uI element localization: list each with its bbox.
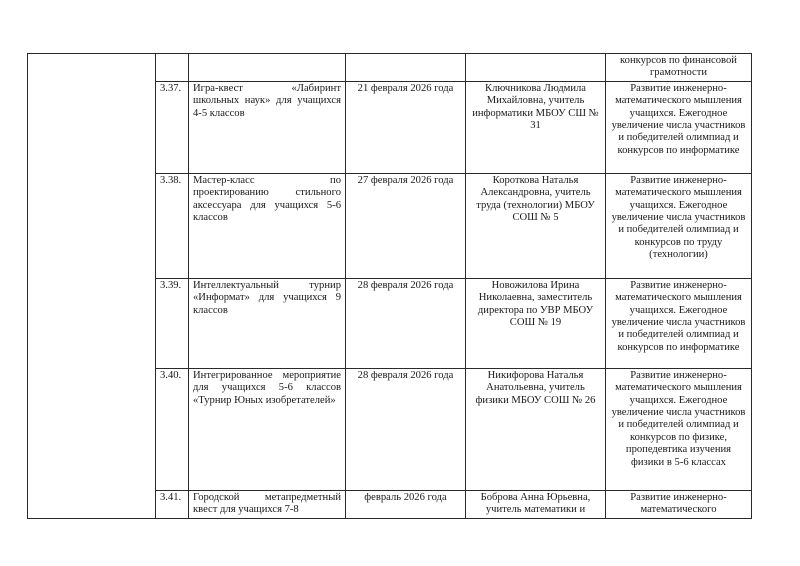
cell-responsible: Боброва Анна Юрьевна, учитель математики и: [466, 490, 606, 518]
cell-responsible: Короткова Наталья Александровна, учитель труда (технологии) МБОУ СОШ № 5: [466, 173, 606, 278]
cell-date: 28 февраля 2026 года: [346, 278, 466, 368]
cell-number: 3.40.: [156, 368, 189, 490]
cell-number: 3.41.: [156, 490, 189, 518]
cell-number: 3.38.: [156, 173, 189, 278]
cell-result: конкурсов по финансовой грамотности: [606, 54, 752, 82]
cell-result: Развитие инженерно-математического мышления учащихся. Ежегодное увеличение числа участников и победителей олимпиад и конкурсов по информатике: [606, 278, 752, 368]
table-row-continuation: [28, 54, 752, 82]
cell-responsible: Новожилова Ирина Николаевна, заместитель директора по УВР МБОУ СОШ № 19: [466, 278, 606, 368]
cell-date: февраль 2026 года: [346, 490, 466, 518]
cell-date: 21 февраля 2026 года: [346, 81, 466, 173]
cell-date: 27 февраля 2026 года: [346, 173, 466, 278]
cell-date: [346, 54, 466, 82]
cell-result: Развитие инженерно-математического мышления учащихся. Ежегодное увеличение числа участников и победителей олимпиад и конкурсов по информатике: [606, 81, 752, 173]
cell-number: [156, 54, 189, 82]
cell-name: Интегрированное мероприятие для учащихся 5-6 классов «Турнир Юных изобретателей»: [189, 368, 346, 490]
cell-name: Интеллектуальный турнир «Информат» для учащихся 9 классов: [189, 278, 346, 368]
cell-result: Развитие инженерно-математического: [606, 490, 752, 518]
cell-name: [189, 54, 346, 82]
cell-result: Развитие инженерно-математического мышления учащихся. Ежегодное увеличение числа участников и победителей олимпиад и конкурсов по физике, пропедевтика изучения физики в 5-6 классах: [606, 368, 752, 490]
cell-responsible: [466, 54, 606, 82]
section-cell-blank: [28, 54, 156, 519]
events-table: [27, 53, 752, 519]
cell-result: Развитие инженерно-математического мышления учащихся. Ежегодное увеличение числа участников и победителей олимпиад и конкурсов по труду (технологии): [606, 173, 752, 278]
cell-number: 3.39.: [156, 278, 189, 368]
cell-responsible: Ключникова Людмила Михайловна, учитель информатики МБОУ СШ № 31: [466, 81, 606, 173]
cell-date: 28 февраля 2026 года: [346, 368, 466, 490]
cell-name: Игра-квест «Лабиринт школьных наук» для учащихся 4-5 классов: [189, 81, 346, 173]
cell-number: 3.37.: [156, 81, 189, 173]
cell-name: Городской метапредметный квест для учащихся 7-8: [189, 490, 346, 518]
cell-name: Мастер-класс по проектированию стильного аксессуара для учащихся 5-6 классов: [189, 173, 346, 278]
cell-responsible: Никифорова Наталья Анатольевна, учитель физики МБОУ СОШ № 26: [466, 368, 606, 490]
